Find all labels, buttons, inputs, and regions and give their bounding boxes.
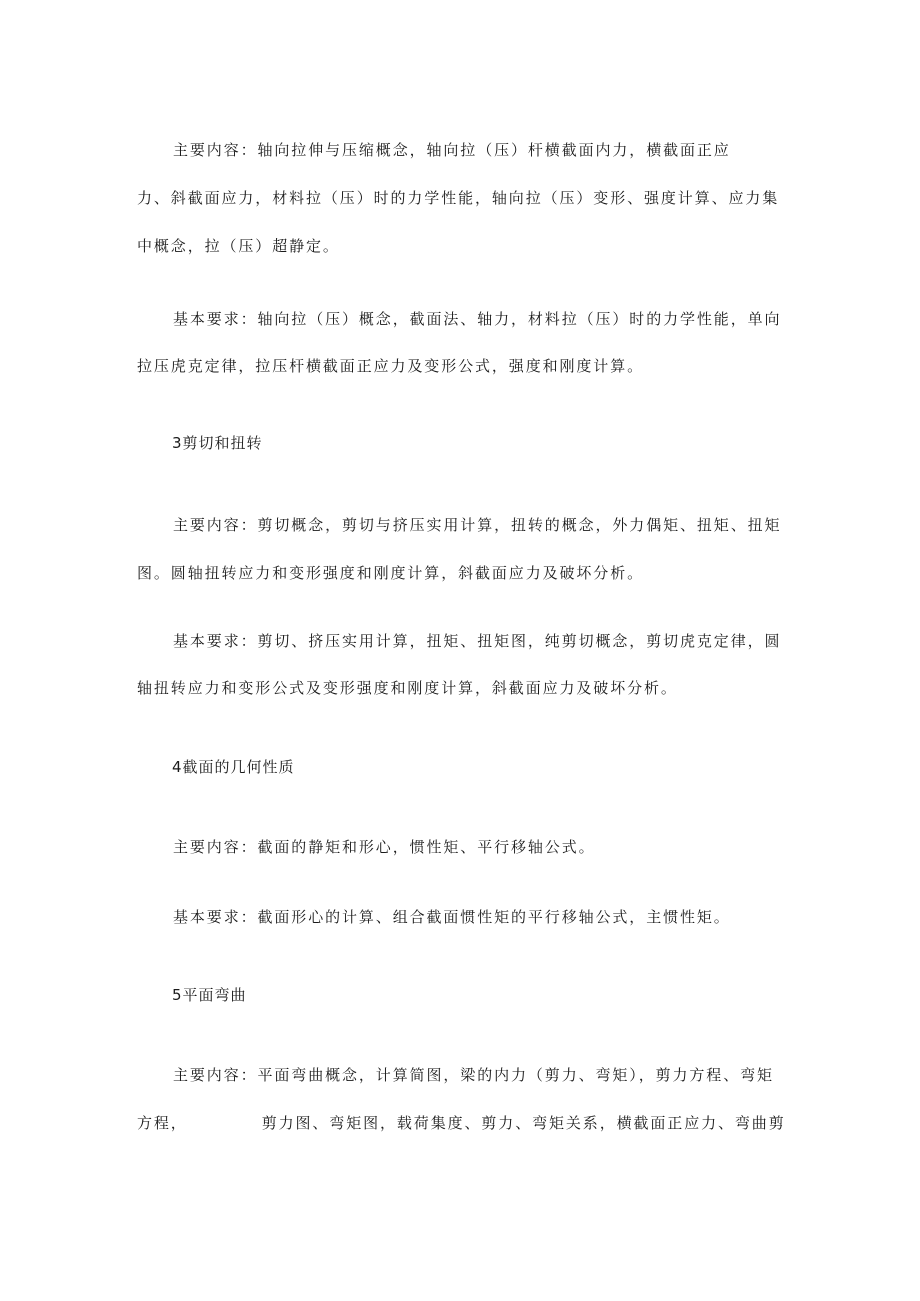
sec2-requirements-line-2: 拉压虎克定律，拉压杆横截面正应力及变形公式，强度和刚度计算。 <box>137 357 645 375</box>
sec5-content-line-2-end: 剪力图、弯矩图，载荷集度、剪力、弯矩关系，横截面正应力、弯曲剪 <box>261 1114 786 1132</box>
sec3-heading: 3剪切和扭转 <box>172 434 263 452</box>
sec3-content-line-1: 主要内容：剪切概念，剪切与挤压实用计算，扭转的概念，外力偶矩、扭矩、扭矩 <box>173 516 782 534</box>
sec3-content-line-2: 图。圆轴扭转应力和变形强度和刚度计算，斜截面应力及破坏分析。 <box>137 564 645 582</box>
sec4-requirements-line-1: 基本要求：截面形心的计算、组合截面惯性矩的平行移轴公式，主惯性矩。 <box>173 908 731 926</box>
sec3-requirements-line-2: 轴扭转应力和变形公式及变形强度和刚度计算，斜截面应力及破坏分析。 <box>137 679 678 697</box>
sec4-heading: 4截面的几何性质 <box>172 758 295 776</box>
sec2-content-line-2: 力、斜截面应力，材料拉（压）时的力学性能，轴向拉（压）变形、强度计算、应力集 <box>137 189 780 207</box>
sec5-content-line-2-start: 方程， <box>137 1114 188 1132</box>
sec4-content-line-1: 主要内容：截面的静矩和形心，惯性矩、平行移轴公式。 <box>173 838 596 856</box>
sec5-heading: 5平面弯曲 <box>172 986 247 1004</box>
sec2-content-line-1: 主要内容：轴向拉伸与压缩概念，轴向拉（压）杆横截面内力，横截面正应 <box>173 141 731 159</box>
sec2-content-line-3: 中概念，拉（压）超静定。 <box>137 237 340 255</box>
sec2-requirements-line-1: 基本要求：轴向拉（压）概念，截面法、轴力，材料拉（压）时的力学性能，单向 <box>173 310 782 328</box>
sec5-content-line-2 <box>137 1113 786 1133</box>
sec5-content-line-1: 主要内容：平面弯曲概念，计算简图，梁的内力（剪力、弯矩），剪力方程、弯矩 <box>173 1066 774 1084</box>
sec3-requirements-line-1: 基本要求：剪切、挤压实用计算，扭矩、扭矩图，纯剪切概念，剪切虎克定律，圆 <box>173 632 782 650</box>
